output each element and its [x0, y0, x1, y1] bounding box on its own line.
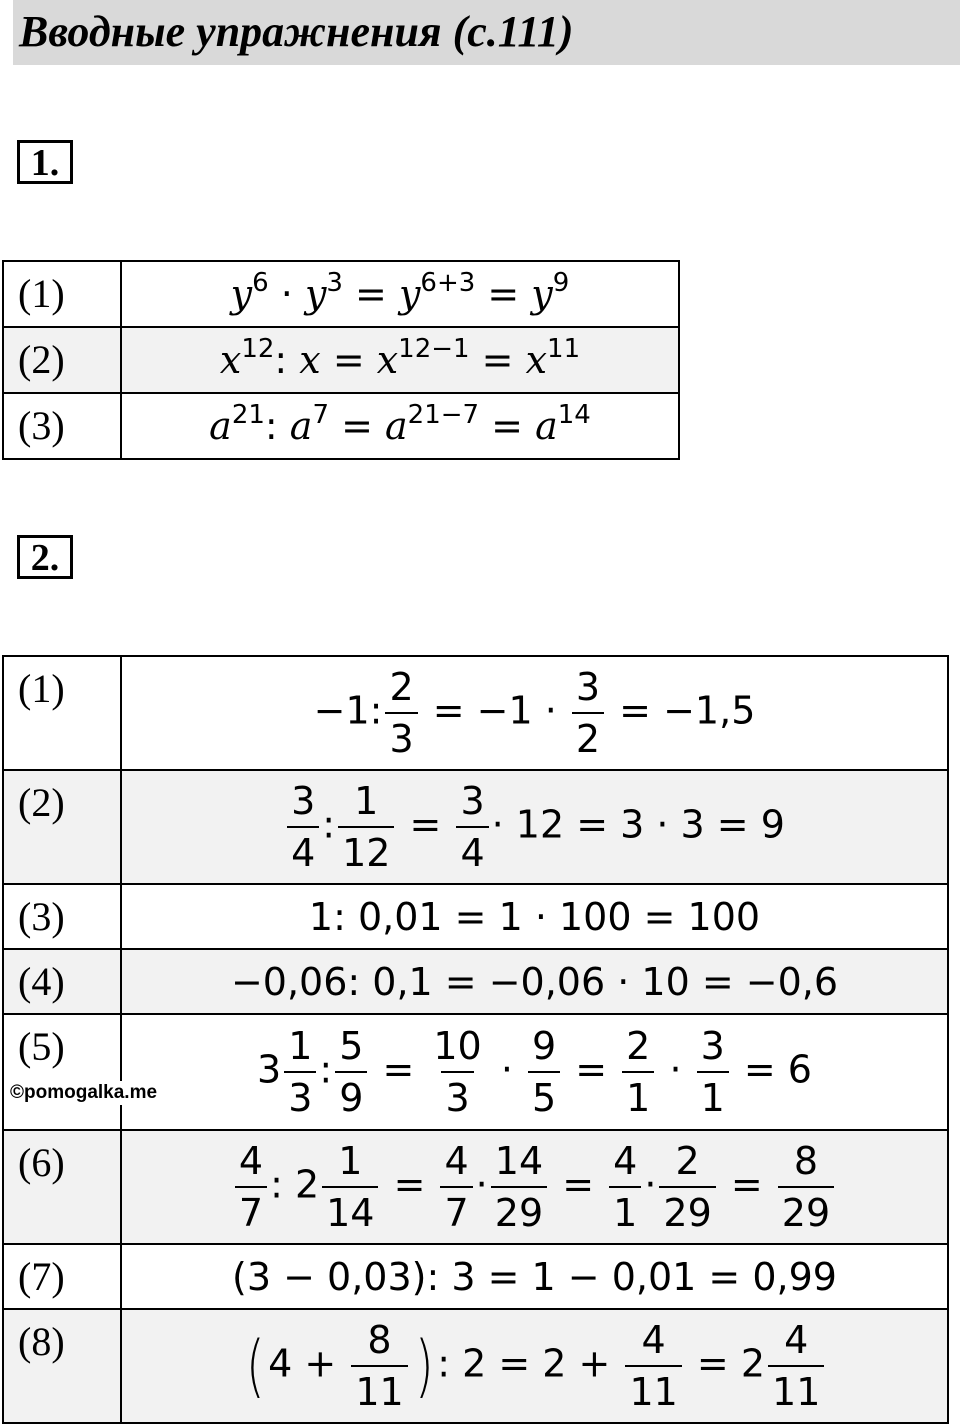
row-label: (4)	[3, 949, 121, 1014]
expression: $x^{12}$: $x = x^{12-1} = x^{11}$	[121, 327, 679, 393]
row-label: (6)	[3, 1130, 121, 1244]
expression: (3 − 0,03): 3 = 1 − 0,01 = 0,99	[121, 1244, 948, 1309]
row-label: (2)	[3, 770, 121, 884]
table-row	[3, 393, 679, 459]
expression: 3 $\frac{1}{3}$ : $\frac{5}{9}$ = $\frac{10}{3}$ · $\frac{9}{5}$ = $\frac{2}{1}$ · $\frac{3}{1}$ = 6	[121, 1014, 948, 1130]
exercise-1-number: 1.	[17, 140, 73, 184]
expression: $\frac{3}{4}$ : $\frac{1}{12}$ = $\frac{3}{4}$ · 12 = 3 · 3 = 9	[121, 770, 948, 884]
table-row	[3, 1130, 948, 1244]
page-title: Вводные упражнения (с.111)	[19, 7, 574, 56]
watermark: ©pomogalka.me	[10, 1082, 158, 1103]
expression: 1: 0,01 = 1 · 100 = 100	[121, 884, 948, 949]
expression: $y^6 \cdot y^3 = y^{6+3} = y^9$	[121, 261, 679, 327]
table-row	[3, 949, 948, 1014]
exercise-1-table	[2, 260, 680, 460]
row-label: (8)	[3, 1309, 121, 1423]
expression: $a^{21}$: $a^7 = a^{21-7} = a^{14}$	[121, 393, 679, 459]
expression: −0,06: 0,1 = −0,06 · 10 = −0,6	[121, 949, 948, 1014]
table-row	[3, 1244, 948, 1309]
exercise-2-number: 2.	[17, 535, 73, 579]
exercise-2-table	[2, 655, 949, 1424]
table-row	[3, 884, 948, 949]
header-bar	[13, 0, 960, 65]
row-label: (5)	[3, 1014, 121, 1130]
table-row	[3, 1309, 948, 1423]
row-label: (2)	[3, 327, 121, 393]
table-row	[3, 656, 948, 770]
table-row	[3, 1014, 948, 1130]
row-label: (3)	[3, 884, 121, 949]
expression: ( 4 + $\frac{8}{11}$ ) : 2 = 2 + $\frac{4}{11}$ = 2 $\frac{4}{11}$	[121, 1309, 948, 1423]
expression: −1: $\frac{2}{3}$ = −1 · $\frac{3}{2}$ = −1,5	[121, 656, 948, 770]
row-label: (7)	[3, 1244, 121, 1309]
row-label: (1)	[3, 656, 121, 770]
row-label: (1)	[3, 261, 121, 327]
row-label: (3)	[3, 393, 121, 459]
table-row	[3, 327, 679, 393]
expression: $\frac{4}{7}$ : 2 $\frac{1}{14}$ = $\frac{4}{7}$ · $\frac{14}{29}$ = $\frac{4}{1}$ · $\frac{2}{29}$ = $\frac{8}{29}$	[121, 1130, 948, 1244]
table-row	[3, 770, 948, 884]
table-row	[3, 261, 679, 327]
